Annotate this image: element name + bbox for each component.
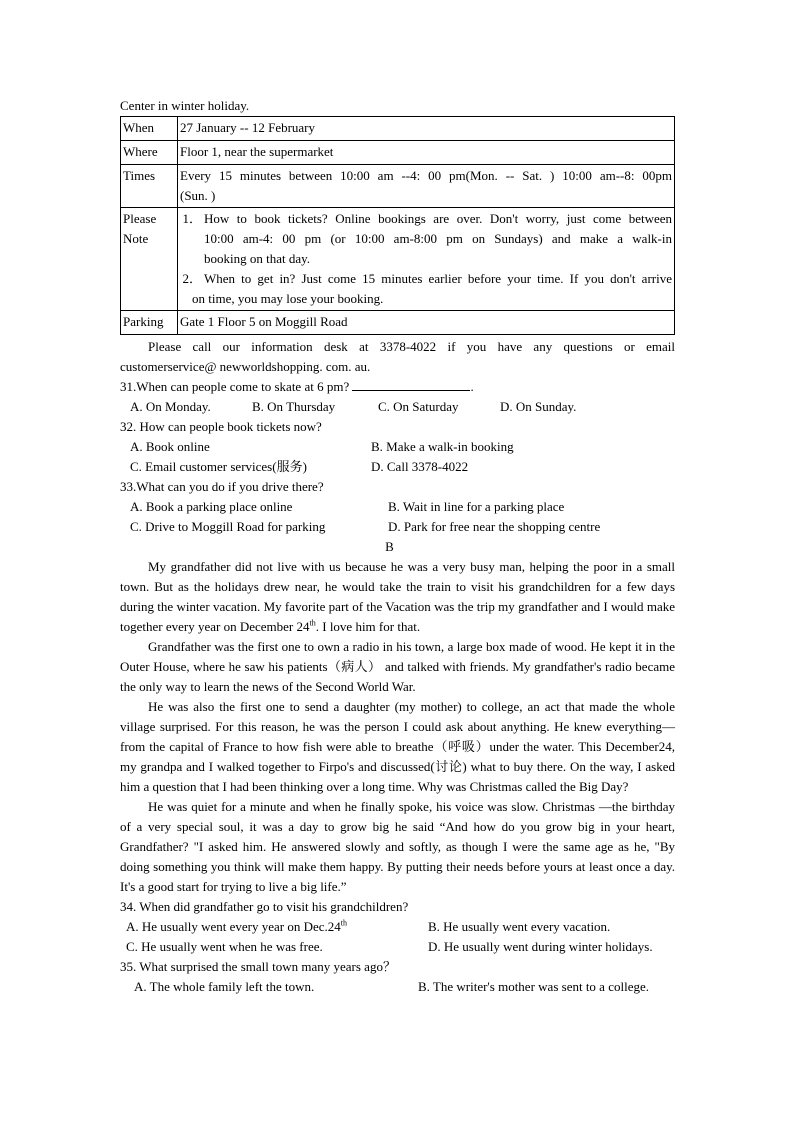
option-row [120, 977, 675, 997]
option-row [120, 397, 675, 417]
paragraph-text: My grandfather did not live with us because he was a very busy man, helping the poor in a small town. But as the holidays drew near, he would take the train to visit his grandchildren for a few days during the winter vacation. My favorite part of the Vacation was the trip my grandfather and I would make together every year on December 24 [120, 559, 675, 634]
option-b: B. Make a walk-in booking [371, 439, 514, 454]
table-row [121, 141, 675, 165]
times-line: (Sun. ) [180, 188, 216, 203]
option-c: C. Drive to Moggill Road for parking [130, 519, 326, 534]
row-value: Floor 1, near the supermarket [178, 141, 675, 165]
row-value [178, 165, 675, 208]
contact-line: customerservice@ newworldshopping. com. au. [120, 359, 371, 374]
question-end: . [470, 379, 474, 394]
note-line: on time, you may lose your booking. [192, 291, 384, 306]
option-c: C. He usually went when he was free. [126, 939, 323, 954]
section-heading: B [385, 539, 394, 554]
info-table [120, 116, 675, 335]
row-label: Where [121, 141, 178, 165]
table-row [121, 117, 675, 141]
option-row [120, 937, 675, 957]
intro-text: Center in winter holiday. [120, 98, 250, 113]
question-stem [120, 377, 675, 397]
option-text: A. He usually went every year on Dec.24 [126, 919, 341, 934]
option-a [126, 917, 428, 937]
row-value [178, 208, 675, 311]
note-number: 2． [182, 271, 202, 286]
option-d: D. He usually went during winter holidays. [428, 939, 653, 954]
question-stem: 33.What can you do if you drive there? [120, 479, 324, 494]
row-value: 27 January -- 12 February [178, 117, 675, 141]
row-label: Times [121, 165, 178, 208]
option-row [120, 497, 675, 517]
row-label: Parking [121, 311, 178, 335]
question-stem: 35. What surprised the small town many years ago？ [120, 959, 396, 974]
label-line: Please [123, 211, 157, 226]
note-line: booking on that day. [204, 251, 311, 266]
table-row [121, 165, 675, 208]
question-stem: 34. When did grandfather go to visit his grandchildren? [120, 899, 409, 914]
row-value: Gate 1 Floor 5 on Moggill Road [178, 311, 675, 335]
option-row [120, 917, 675, 937]
option-a: A. Book online [130, 439, 210, 454]
label-line: Note [123, 231, 149, 246]
option-b: B. Wait in line for a parking place [388, 499, 565, 514]
table-row [121, 311, 675, 335]
passage-paragraph [120, 557, 675, 637]
times-line: Every 15 minutes between 10:00 am --4: 00 pm(Mon. -- Sat. ) 10:00 am--8: 00pm [180, 168, 672, 183]
passage-paragraph: Grandfather was the first one to own a radio in his town, a large box made of wood. He kept it in the Outer House, where he saw his patients（病人） and talked with friends. My grandfather's radio became the only way to learn the news of the Second World War. [120, 639, 675, 694]
note-item [180, 269, 672, 289]
option-b: B. The writer's mother was sent to a college. [418, 979, 649, 994]
question-text: 31.When can people come to skate at 6 pm? [120, 379, 350, 394]
paragraph-text: . I love him for that. [315, 619, 421, 634]
option-d: D. Park for free near the shopping centre [388, 519, 601, 534]
option-a: A. Book a parking place online [130, 499, 293, 514]
option-a: A. The whole family left the town. [134, 979, 315, 994]
option-d: D. Call 3378-4022 [371, 459, 469, 474]
note-line: 10:00 am-4: 00 pm (or 10:00 am-8:00 pm on Sundays) and make a walk-in [204, 231, 672, 246]
exam-page [120, 96, 675, 997]
option-b: B. He usually went every vacation. [428, 919, 611, 934]
table-row [121, 208, 675, 311]
question-stem: 32. How can people book tickets now? [120, 419, 322, 434]
note-line: When to get in? Just come 15 minutes earlier before your time. If you don't arrive [204, 271, 672, 286]
option-row [120, 517, 675, 537]
row-label [121, 208, 178, 311]
note-item [180, 209, 672, 269]
option-a: A. On Monday. [130, 399, 211, 414]
option-row [120, 457, 675, 477]
option-c: C. Email customer services(服务) [130, 459, 307, 474]
contact-line: Please call our information desk at 3378-4022 if you have any questions or email [148, 339, 675, 354]
note-line: How to book tickets? Online bookings are over. Don't worry, just come between [204, 211, 672, 226]
note-text [204, 209, 672, 269]
note-text [204, 269, 672, 289]
option-c: C. On Saturday [378, 399, 459, 414]
superscript: th [340, 918, 348, 928]
passage-paragraph: He was also the first one to send a daughter (my mother) to college, an act that made the whole village surprised. For this reason, he was the person I could ask about anything. He knew everything—from the capital of France to how fish were able to breathe（呼吸）under the water. This December24, my grandpa and I walked together to Firpo's and discussed(讨论) what to buy there. On the way, I asked him a question that I had been thinking over a long time. Why was Christmas called the Big Day? [120, 699, 675, 794]
option-row [120, 437, 675, 457]
option-d: D. On Sunday. [500, 399, 577, 414]
superscript: th [309, 618, 316, 628]
note-number: 1． [182, 211, 202, 226]
row-label: When [121, 117, 178, 141]
answer-blank [352, 378, 470, 391]
option-b: B. On Thursday [252, 399, 336, 414]
passage-paragraph: He was quiet for a minute and when he finally spoke, his voice was slow. Christmas —the birthday of a very special soul, it was a day to grow big he said “And how do you grow big in your heart, Grandfather? "I asked him. He answered slowly and softly, as though I were the same age as he, "By doing something you think will make them happy. By putting their needs before yours at least once a day. It's a good start for trying to live a big life.” [120, 799, 675, 894]
